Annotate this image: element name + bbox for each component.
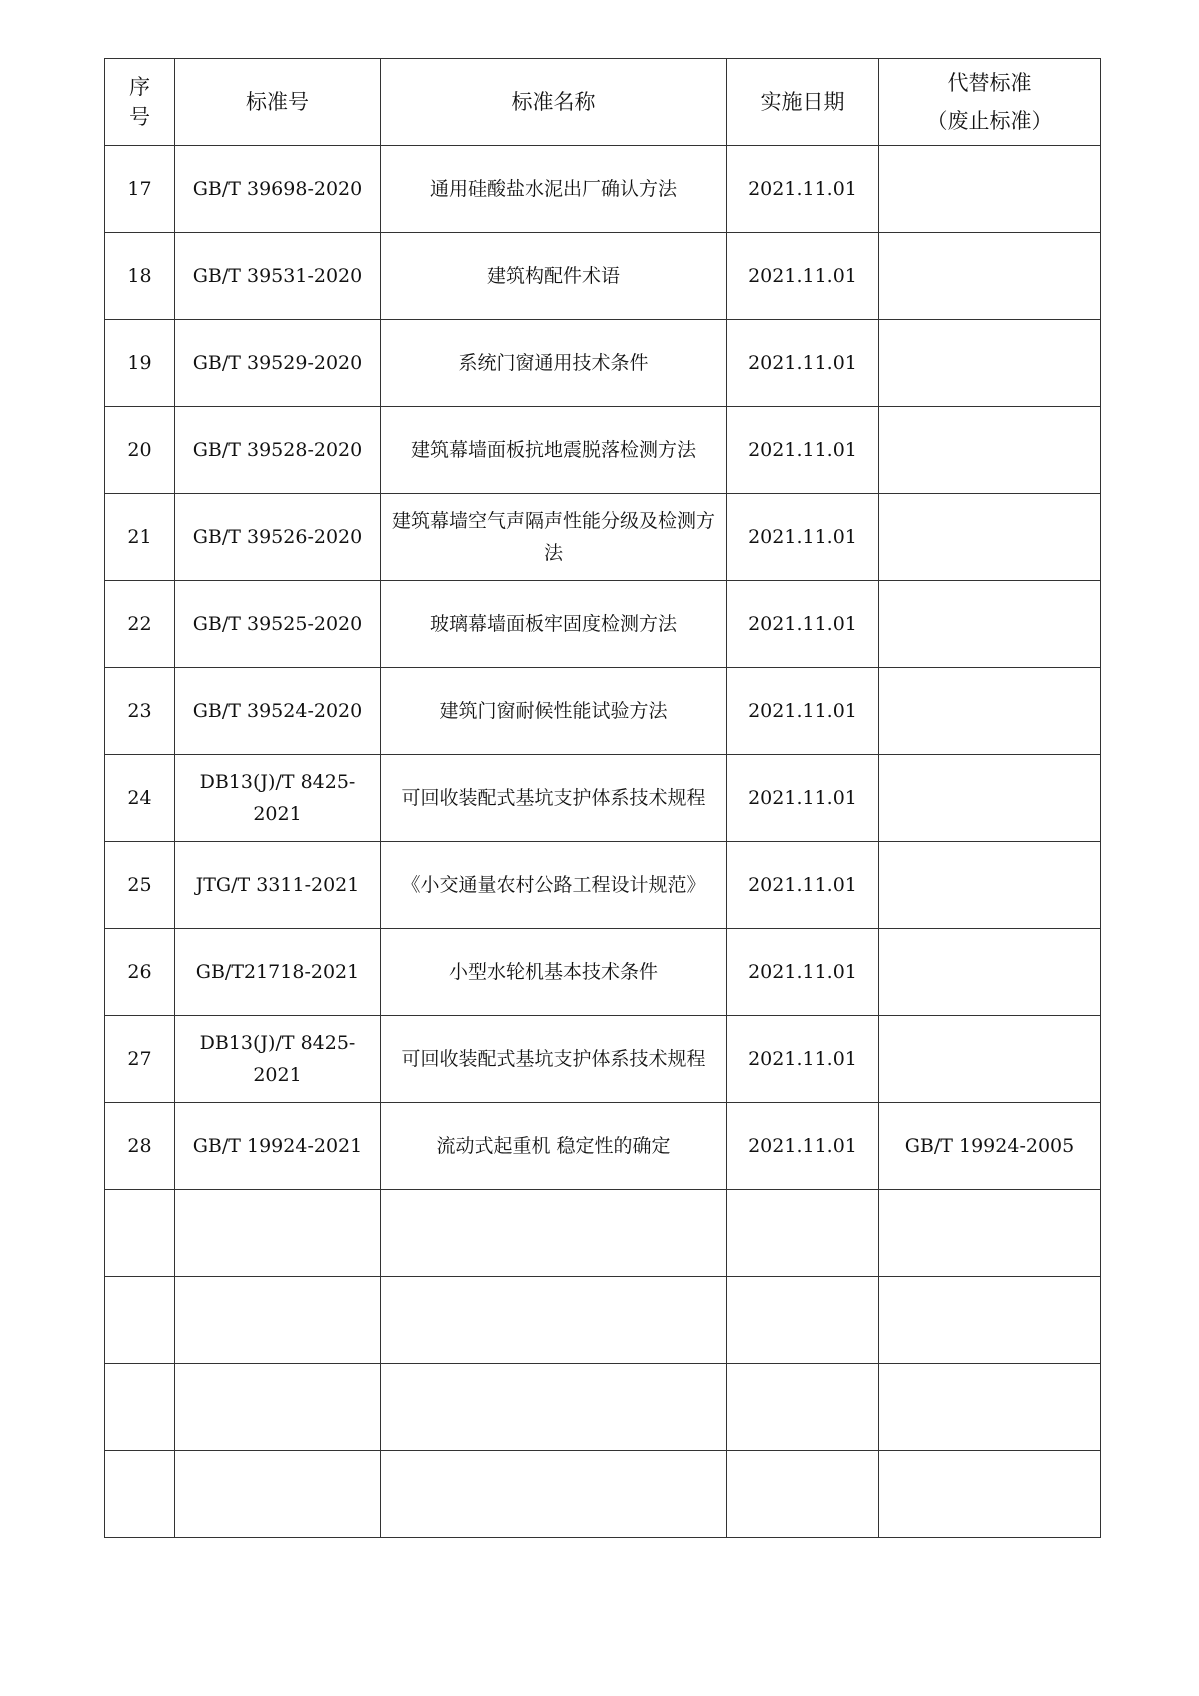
cell-seq: 27 (105, 1016, 175, 1103)
cell-date: 2021.11.01 (727, 929, 879, 1016)
table-row (105, 929, 1101, 1016)
cell-code: GB/T 39528-2020 (175, 407, 381, 494)
table-row (105, 1103, 1101, 1190)
cell-replaced (879, 929, 1101, 1016)
cell-date: 2021.11.01 (727, 407, 879, 494)
table-row-empty (105, 1364, 1101, 1451)
cell-name (381, 1190, 727, 1277)
cell-date: 2021.11.01 (727, 1103, 879, 1190)
cell-seq: 28 (105, 1103, 175, 1190)
cell-seq (105, 1364, 175, 1451)
cell-date: 2021.11.01 (727, 494, 879, 581)
table-row (105, 320, 1101, 407)
cell-name: 《小交通量农村公路工程设计规范》 (381, 842, 727, 929)
cell-replaced (879, 233, 1101, 320)
cell-date: 2021.11.01 (727, 755, 879, 842)
header-replaced-line2: （废止标准） (926, 109, 1053, 133)
header-row (105, 59, 1101, 146)
table-row-empty (105, 1190, 1101, 1277)
cell-name: 可回收装配式基坑支护体系技术规程 (381, 1016, 727, 1103)
cell-replaced (879, 146, 1101, 233)
table-row (105, 842, 1101, 929)
cell-code (175, 1190, 381, 1277)
cell-name: 可回收装配式基坑支护体系技术规程 (381, 755, 727, 842)
cell-replaced (879, 1451, 1101, 1538)
cell-replaced (879, 581, 1101, 668)
cell-date: 2021.11.01 (727, 146, 879, 233)
cell-replaced (879, 1016, 1101, 1103)
table-row (105, 146, 1101, 233)
cell-seq: 18 (105, 233, 175, 320)
table-row (105, 233, 1101, 320)
table-row (105, 581, 1101, 668)
cell-seq: 20 (105, 407, 175, 494)
cell-date: 2021.11.01 (727, 1016, 879, 1103)
table-row-empty (105, 1451, 1101, 1538)
cell-code (175, 1277, 381, 1364)
cell-seq: 23 (105, 668, 175, 755)
cell-name: 通用硅酸盐水泥出厂确认方法 (381, 146, 727, 233)
cell-date: 2021.11.01 (727, 581, 879, 668)
standards-table (104, 58, 1101, 1538)
cell-seq (105, 1451, 175, 1538)
cell-seq: 19 (105, 320, 175, 407)
cell-seq: 26 (105, 929, 175, 1016)
cell-code: GB/T 39531-2020 (175, 233, 381, 320)
table-row-empty (105, 1277, 1101, 1364)
cell-name: 玻璃幕墙面板牢固度检测方法 (381, 581, 727, 668)
cell-name: 建筑门窗耐候性能试验方法 (381, 668, 727, 755)
header-seq-line2: 号 (129, 105, 150, 129)
cell-name: 系统门窗通用技术条件 (381, 320, 727, 407)
cell-replaced (879, 842, 1101, 929)
cell-date (727, 1277, 879, 1364)
header-replaced-line1: 代替标准 (947, 71, 1032, 95)
table-row (105, 668, 1101, 755)
cell-code: GB/T21718-2021 (175, 929, 381, 1016)
cell-replaced (879, 320, 1101, 407)
cell-replaced (879, 755, 1101, 842)
table-row (105, 1016, 1101, 1103)
cell-code: DB13(J)/T 8425-2021 (175, 1016, 381, 1103)
cell-code: GB/T 39524-2020 (175, 668, 381, 755)
cell-seq (105, 1277, 175, 1364)
cell-date (727, 1190, 879, 1277)
cell-replaced (879, 668, 1101, 755)
table-body (105, 146, 1101, 1538)
cell-replaced (879, 1364, 1101, 1451)
cell-code: GB/T 39698-2020 (175, 146, 381, 233)
header-seq (105, 59, 175, 146)
cell-seq: 24 (105, 755, 175, 842)
cell-name (381, 1364, 727, 1451)
cell-replaced (879, 1190, 1101, 1277)
cell-replaced (879, 407, 1101, 494)
header-name: 标准名称 (381, 59, 727, 146)
cell-code: JTG/T 3311-2021 (175, 842, 381, 929)
cell-date: 2021.11.01 (727, 668, 879, 755)
cell-code: GB/T 39525-2020 (175, 581, 381, 668)
header-code: 标准号 (175, 59, 381, 146)
cell-replaced (879, 494, 1101, 581)
cell-name: 建筑幕墙空气声隔声性能分级及检测方法 (381, 494, 727, 581)
cell-date: 2021.11.01 (727, 320, 879, 407)
cell-code: GB/T 39529-2020 (175, 320, 381, 407)
cell-date (727, 1451, 879, 1538)
header-replaced (879, 59, 1101, 146)
cell-code: DB13(J)/T 8425-2021 (175, 755, 381, 842)
cell-code: GB/T 19924-2021 (175, 1103, 381, 1190)
table-row (105, 755, 1101, 842)
cell-seq (105, 1190, 175, 1277)
cell-replaced: GB/T 19924-2005 (879, 1103, 1101, 1190)
table-header (105, 59, 1101, 146)
cell-name (381, 1277, 727, 1364)
cell-replaced (879, 1277, 1101, 1364)
cell-seq: 25 (105, 842, 175, 929)
header-date: 实施日期 (727, 59, 879, 146)
cell-seq: 21 (105, 494, 175, 581)
cell-name: 流动式起重机 稳定性的确定 (381, 1103, 727, 1190)
header-seq-line1: 序 (129, 75, 150, 99)
cell-name (381, 1451, 727, 1538)
table-row (105, 494, 1101, 581)
cell-seq: 17 (105, 146, 175, 233)
table-row (105, 407, 1101, 494)
cell-date: 2021.11.01 (727, 842, 879, 929)
cell-name: 建筑构配件术语 (381, 233, 727, 320)
cell-code (175, 1451, 381, 1538)
cell-date (727, 1364, 879, 1451)
cell-seq: 22 (105, 581, 175, 668)
cell-date: 2021.11.01 (727, 233, 879, 320)
cell-code (175, 1364, 381, 1451)
cell-name: 小型水轮机基本技术条件 (381, 929, 727, 1016)
cell-code: GB/T 39526-2020 (175, 494, 381, 581)
cell-name: 建筑幕墙面板抗地震脱落检测方法 (381, 407, 727, 494)
